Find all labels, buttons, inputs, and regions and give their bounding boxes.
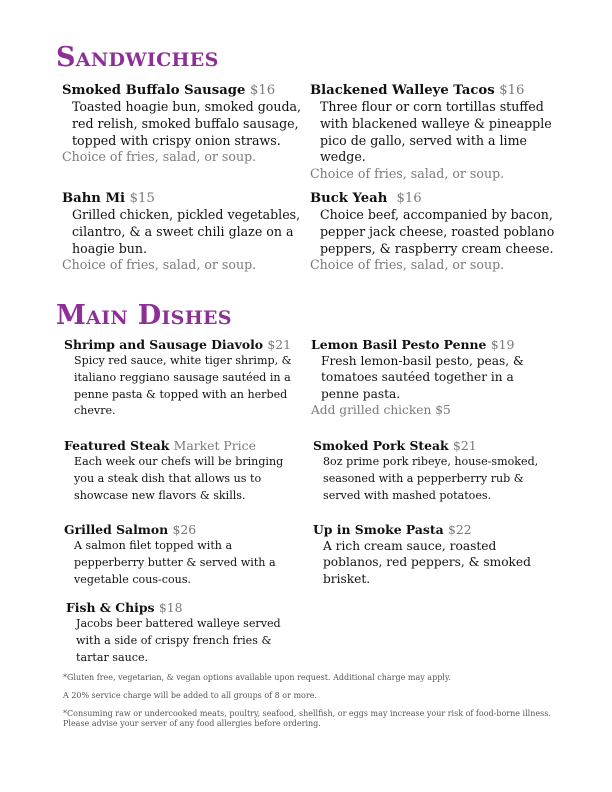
item-description: Grilled chicken, pickled vegetables, cilantro, & a sweet chili glaze on a hoagie bun. [72, 206, 301, 256]
menu-item-bahn-mi [62, 191, 302, 274]
item-description: Spicy red sauce, white tiger shrimp, & italiano reggiano sausage sautéed in a penne pasta & topped with an herbed chevre. [74, 353, 292, 418]
item-description: A rich cream sauce, roasted poblanos, red peppers, & smoked brisket. [323, 538, 531, 587]
item-name: Featured Steak [64, 438, 170, 453]
item-description: Jacobs beer battered walleye served with a side of crispy french fries & tartar sauce. [76, 616, 281, 664]
item-description: A salmon filet topped with a pepperberry butter & served with a vegetable cous-cous. [74, 538, 276, 586]
item-name: Smoked Pork Steak [313, 438, 449, 453]
item-name: Buck Yeah [310, 191, 388, 206]
menu-item-shrimp-sausage-diavolo [64, 338, 296, 420]
item-description: Each week our chefs will be bringing you a steak dish that allows us to showcase new flavors & skills. [74, 454, 284, 502]
item-price: $26 [172, 522, 197, 537]
item-price: $21 [267, 337, 292, 352]
item-price: $19 [490, 337, 515, 352]
item-description: Fresh lemon-basil pesto, peas, & tomatoes sautéed together in a penne pasta. [321, 353, 524, 402]
item-name: Blackened Walleye Tacos [310, 83, 495, 98]
item-side-note: Choice of fries, salad, or soup. [310, 257, 505, 273]
item-side-note: Choice of fries, salad, or soup. [62, 149, 257, 165]
item-name: Smoked Buffalo Sausage [62, 83, 246, 98]
item-description: Toasted hoagie bun, smoked gouda, red relish, smoked buffalo sausage, topped with crispy onion straws. [72, 98, 302, 148]
footer-service-charge-note: A 20% service charge will be added to all groups of 8 or more. [63, 691, 317, 700]
menu-item-smoked-pork-steak [313, 439, 553, 504]
item-name: Up in Smoke Pasta [313, 522, 444, 537]
menu-item-grilled-salmon [64, 523, 296, 588]
footer-dietary-note: *Gluten free, vegetarian, & vegan options available upon request. Additional charge may apply. [63, 673, 451, 682]
item-price: $16 [249, 83, 276, 98]
item-price: $15 [129, 191, 155, 206]
item-side-note: Choice of fries, salad, or soup. [62, 257, 257, 273]
item-description: 8oz prime pork ribeye, house-smoked, seasoned with a pepperberry rub & served with mashed potatoes. [323, 454, 539, 502]
menu-item-smoked-buffalo-sausage [62, 83, 302, 166]
footer-consumer-advisory: *Consuming raw or undercooked meats, poultry, seafood, shellfish, or eggs may increase your risk of food-borne illness. Please advise your server of any food allergies before ordering. [63, 709, 551, 729]
menu-item-lemon-basil-pesto-penne [311, 338, 551, 419]
item-add-on-note: Add grilled chicken $5 [311, 402, 451, 417]
item-price: $18 [158, 600, 183, 615]
item-name: Bahn Mi [62, 191, 126, 206]
item-name: Grilled Salmon [64, 522, 169, 537]
section-title-sandwiches: Sandwiches [56, 42, 219, 73]
item-name: Lemon Basil Pesto Penne [311, 337, 487, 352]
item-price: $16 [396, 191, 422, 206]
menu-item-up-in-smoke-pasta [313, 523, 553, 588]
item-price: $22 [448, 522, 472, 537]
item-name: Fish & Chips [66, 600, 155, 615]
section-title-main-dishes: Main Dishes [56, 300, 232, 331]
item-description: Choice beef, accompanied by bacon, pepper jack cheese, roasted poblano peppers, & raspberry cream cheese. [320, 206, 555, 256]
item-description: Three flour or corn tortillas stuffed with blackened walleye & pineapple pico de gallo, served with a lime wedge. [320, 98, 552, 165]
menu-item-buck-yeah [310, 191, 572, 274]
item-price: Market Price [173, 438, 256, 453]
menu-item-featured-steak [64, 439, 296, 504]
item-name: Shrimp and Sausage Diavolo [64, 337, 264, 352]
item-side-note: Choice of fries, salad, or soup. [310, 166, 505, 182]
menu-item-fish-and-chips [66, 601, 298, 666]
item-price: $21 [452, 438, 477, 453]
menu-item-blackened-walleye-tacos [310, 83, 572, 183]
item-price: $16 [499, 83, 525, 98]
